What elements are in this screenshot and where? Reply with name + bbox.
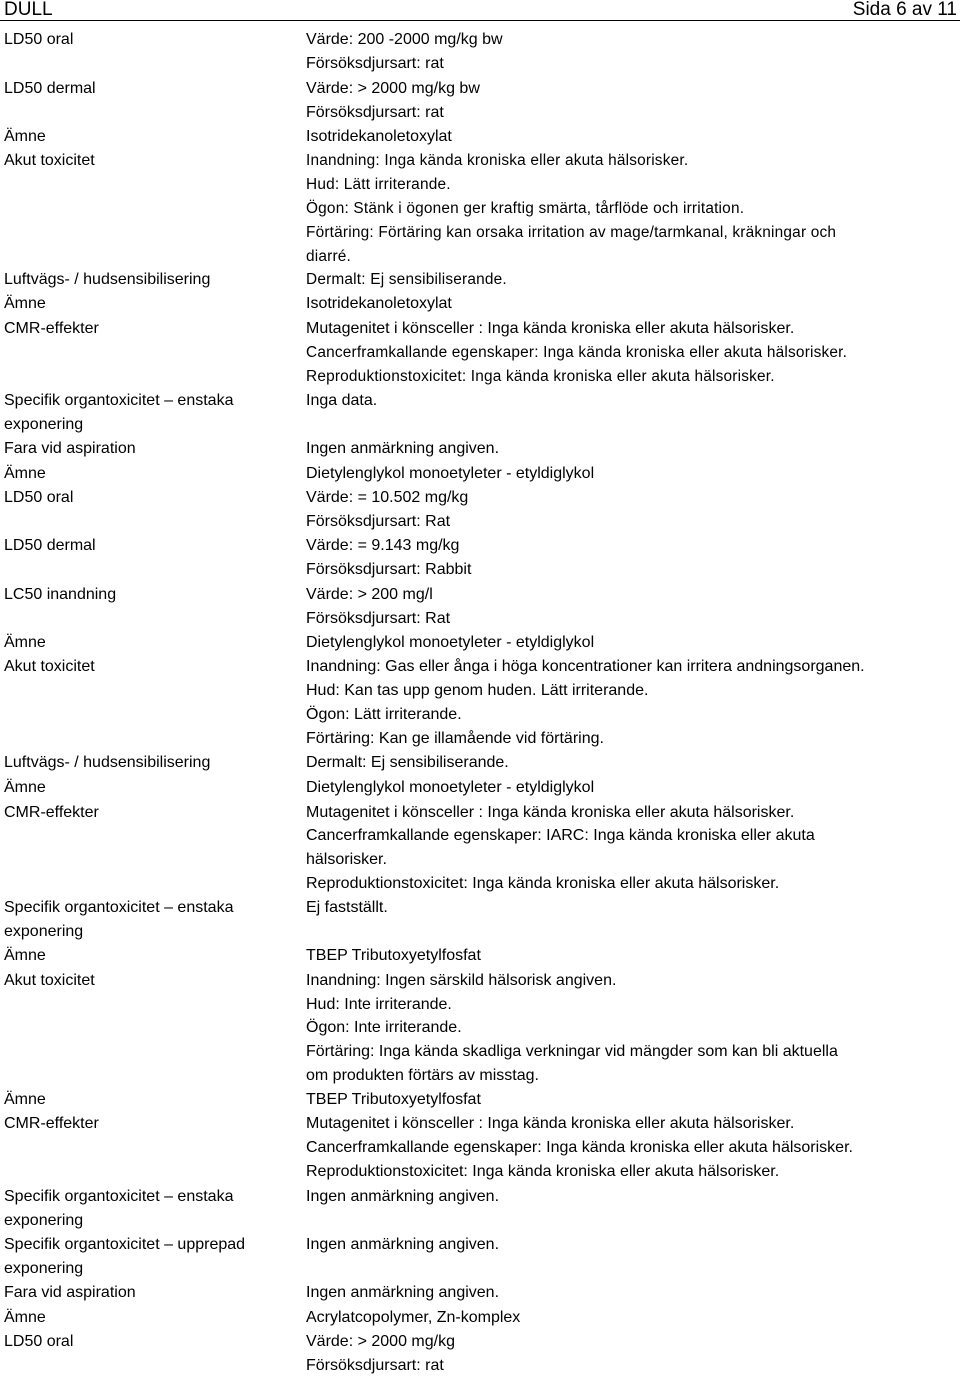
- field-value: Försöksdjursart: Rat: [306, 610, 451, 627]
- field-value: Ej fastställt.: [306, 899, 388, 916]
- field-value: Värde: > 200 mg/l: [306, 586, 433, 603]
- field-label: CMR-effekter: [4, 1115, 99, 1132]
- field-label: Ämne: [4, 1309, 46, 1326]
- field-label: exponering: [4, 923, 84, 940]
- field-value: Inandning: Ingen särskild hälsorisk angiven.: [306, 972, 617, 989]
- field-label: Akut toxicitet: [4, 972, 95, 989]
- field-value: Reproduktionstoxicitet: Inga kända kroniska eller akuta hälsorisker.: [306, 368, 775, 385]
- field-label: LD50 oral: [4, 1333, 74, 1350]
- field-value: Värde: 200 -2000 mg/kg bw: [306, 31, 503, 48]
- field-value: Värde: > 2000 mg/kg bw: [306, 80, 480, 97]
- field-label: Akut toxicitet: [4, 658, 95, 675]
- field-value: Ögon: Inte irriterande.: [306, 1019, 462, 1036]
- field-value: Hud: Lätt irriterande.: [306, 176, 451, 193]
- field-label: Fara vid aspiration: [4, 440, 136, 457]
- field-label: Specifik organtoxicitet – upprepad: [4, 1236, 246, 1253]
- field-value: TBEP Tributoxyetylfosfat: [306, 947, 481, 964]
- field-value: Förtäring: Förtäring kan orsaka irritation av mage/tarmkanal, kräkningar och: [306, 224, 837, 241]
- field-value: Värde: = 10.502 mg/kg: [306, 489, 469, 506]
- field-label: LD50 oral: [4, 489, 74, 506]
- field-value: Inandning: Inga kända kroniska eller akuta hälsorisker.: [306, 152, 689, 169]
- field-label: Ämne: [4, 295, 46, 312]
- field-value: Dietylenglykol monoetyleter - etyldiglykol: [306, 779, 595, 796]
- field-value: Förtäring: Inga kända skadliga verkningar vid mängder som kan bli aktuella: [306, 1043, 838, 1060]
- field-value: Acrylatcopolymer, Zn-komplex: [306, 1309, 521, 1326]
- field-value: TBEP Tributoxyetylfosfat: [306, 1091, 481, 1108]
- field-value: Reproduktionstoxicitet: Inga kända kroniska eller akuta hälsorisker.: [306, 875, 780, 892]
- field-label: exponering: [4, 416, 84, 433]
- field-label: LC50 inandning: [4, 586, 117, 603]
- field-value: Ingen anmärkning angiven.: [306, 440, 500, 457]
- field-value: Ingen anmärkning angiven.: [306, 1284, 500, 1301]
- field-label: Ämne: [4, 1091, 46, 1108]
- field-value: Inga data.: [306, 392, 378, 409]
- field-value: diarré.: [306, 248, 352, 265]
- field-label: Specifik organtoxicitet – enstaka: [4, 392, 234, 409]
- page-number: Sida 6 av 11: [852, 0, 957, 20]
- field-label: LD50 oral: [4, 31, 74, 48]
- field-value: hälsorisker.: [306, 851, 387, 868]
- field-label: Luftvägs- / hudsensibilisering: [4, 271, 211, 288]
- field-value: Mutagenitet i könsceller : Inga kända kroniska eller akuta hälsorisker.: [306, 1115, 795, 1132]
- field-value: Cancerframkallande egenskaper: Inga kända kroniska eller akuta hälsorisker.: [306, 344, 848, 361]
- field-label: Ämne: [4, 634, 46, 651]
- field-value: Mutagenitet i könsceller : Inga kända kroniska eller akuta hälsorisker.: [306, 804, 795, 821]
- field-value: Ingen anmärkning angiven.: [306, 1188, 500, 1205]
- field-label: CMR-effekter: [4, 804, 99, 821]
- field-label: Ämne: [4, 779, 46, 796]
- field-value: Hud: Kan tas upp genom huden. Lätt irriterande.: [306, 682, 649, 699]
- document-title: DULL: [4, 0, 53, 20]
- field-value: Värde: > 2000 mg/kg: [306, 1333, 455, 1350]
- page-header: [0, 0, 960, 21]
- field-value: Cancerframkallande egenskaper: IARC: Inga kända kroniska eller akuta: [306, 827, 815, 844]
- field-value: Ingen anmärkning angiven.: [306, 1236, 500, 1253]
- field-value: Inandning: Gas eller ånga i höga koncentrationer kan irritera andningsorganen.: [306, 658, 865, 675]
- field-label: Ämne: [4, 128, 46, 145]
- field-value: Dermalt: Ej sensibiliserande.: [306, 754, 509, 771]
- field-value: Reproduktionstoxicitet: Inga kända kroniska eller akuta hälsorisker.: [306, 1163, 780, 1180]
- field-value: Värde: = 9.143 mg/kg: [306, 537, 460, 554]
- field-value: Ögon: Lätt irriterande.: [306, 706, 462, 723]
- field-value: Mutagenitet i könsceller : Inga kända kroniska eller akuta hälsorisker.: [306, 320, 795, 337]
- field-label: Specifik organtoxicitet – enstaka: [4, 899, 234, 916]
- field-label: LD50 dermal: [4, 80, 96, 97]
- field-label: Fara vid aspiration: [4, 1284, 136, 1301]
- field-value: Cancerframkallande egenskaper: Inga kända kroniska eller akuta hälsorisker.: [306, 1139, 853, 1156]
- field-value: Isotridekanoletoxylat: [306, 295, 452, 312]
- field-value: Dermalt: Ej sensibiliserande.: [306, 271, 507, 288]
- field-label: CMR-effekter: [4, 320, 99, 337]
- field-label: Ämne: [4, 465, 46, 482]
- field-label: Ämne: [4, 947, 46, 964]
- field-value: Dietylenglykol monoetyleter - etyldiglykol: [306, 465, 595, 482]
- field-label: exponering: [4, 1260, 84, 1277]
- field-label: Specifik organtoxicitet – enstaka: [4, 1188, 234, 1205]
- field-value: Ögon: Stänk i ögonen ger kraftig smärta, tårflöde och irritation.: [306, 200, 745, 217]
- field-label: exponering: [4, 1212, 84, 1229]
- field-label: Luftvägs- / hudsensibilisering: [4, 754, 211, 771]
- field-value: om produkten förtärs av misstag.: [306, 1067, 539, 1084]
- field-value: Dietylenglykol monoetyleter - etyldiglykol: [306, 634, 595, 651]
- field-label: Akut toxicitet: [4, 152, 95, 169]
- field-value: Försöksdjursart: Rabbit: [306, 561, 472, 578]
- field-value: Försöksdjursart: rat: [306, 55, 444, 72]
- field-value: Förtäring: Kan ge illamående vid förtäring.: [306, 730, 604, 747]
- field-value: Hud: Inte irriterande.: [306, 996, 452, 1013]
- field-value: Isotridekanoletoxylat: [306, 128, 452, 145]
- field-label: LD50 dermal: [4, 537, 96, 554]
- field-value: Försöksdjursart: Rat: [306, 513, 451, 530]
- field-value: Försöksdjursart: rat: [306, 104, 444, 121]
- field-value: Försöksdjursart: rat: [306, 1357, 444, 1374]
